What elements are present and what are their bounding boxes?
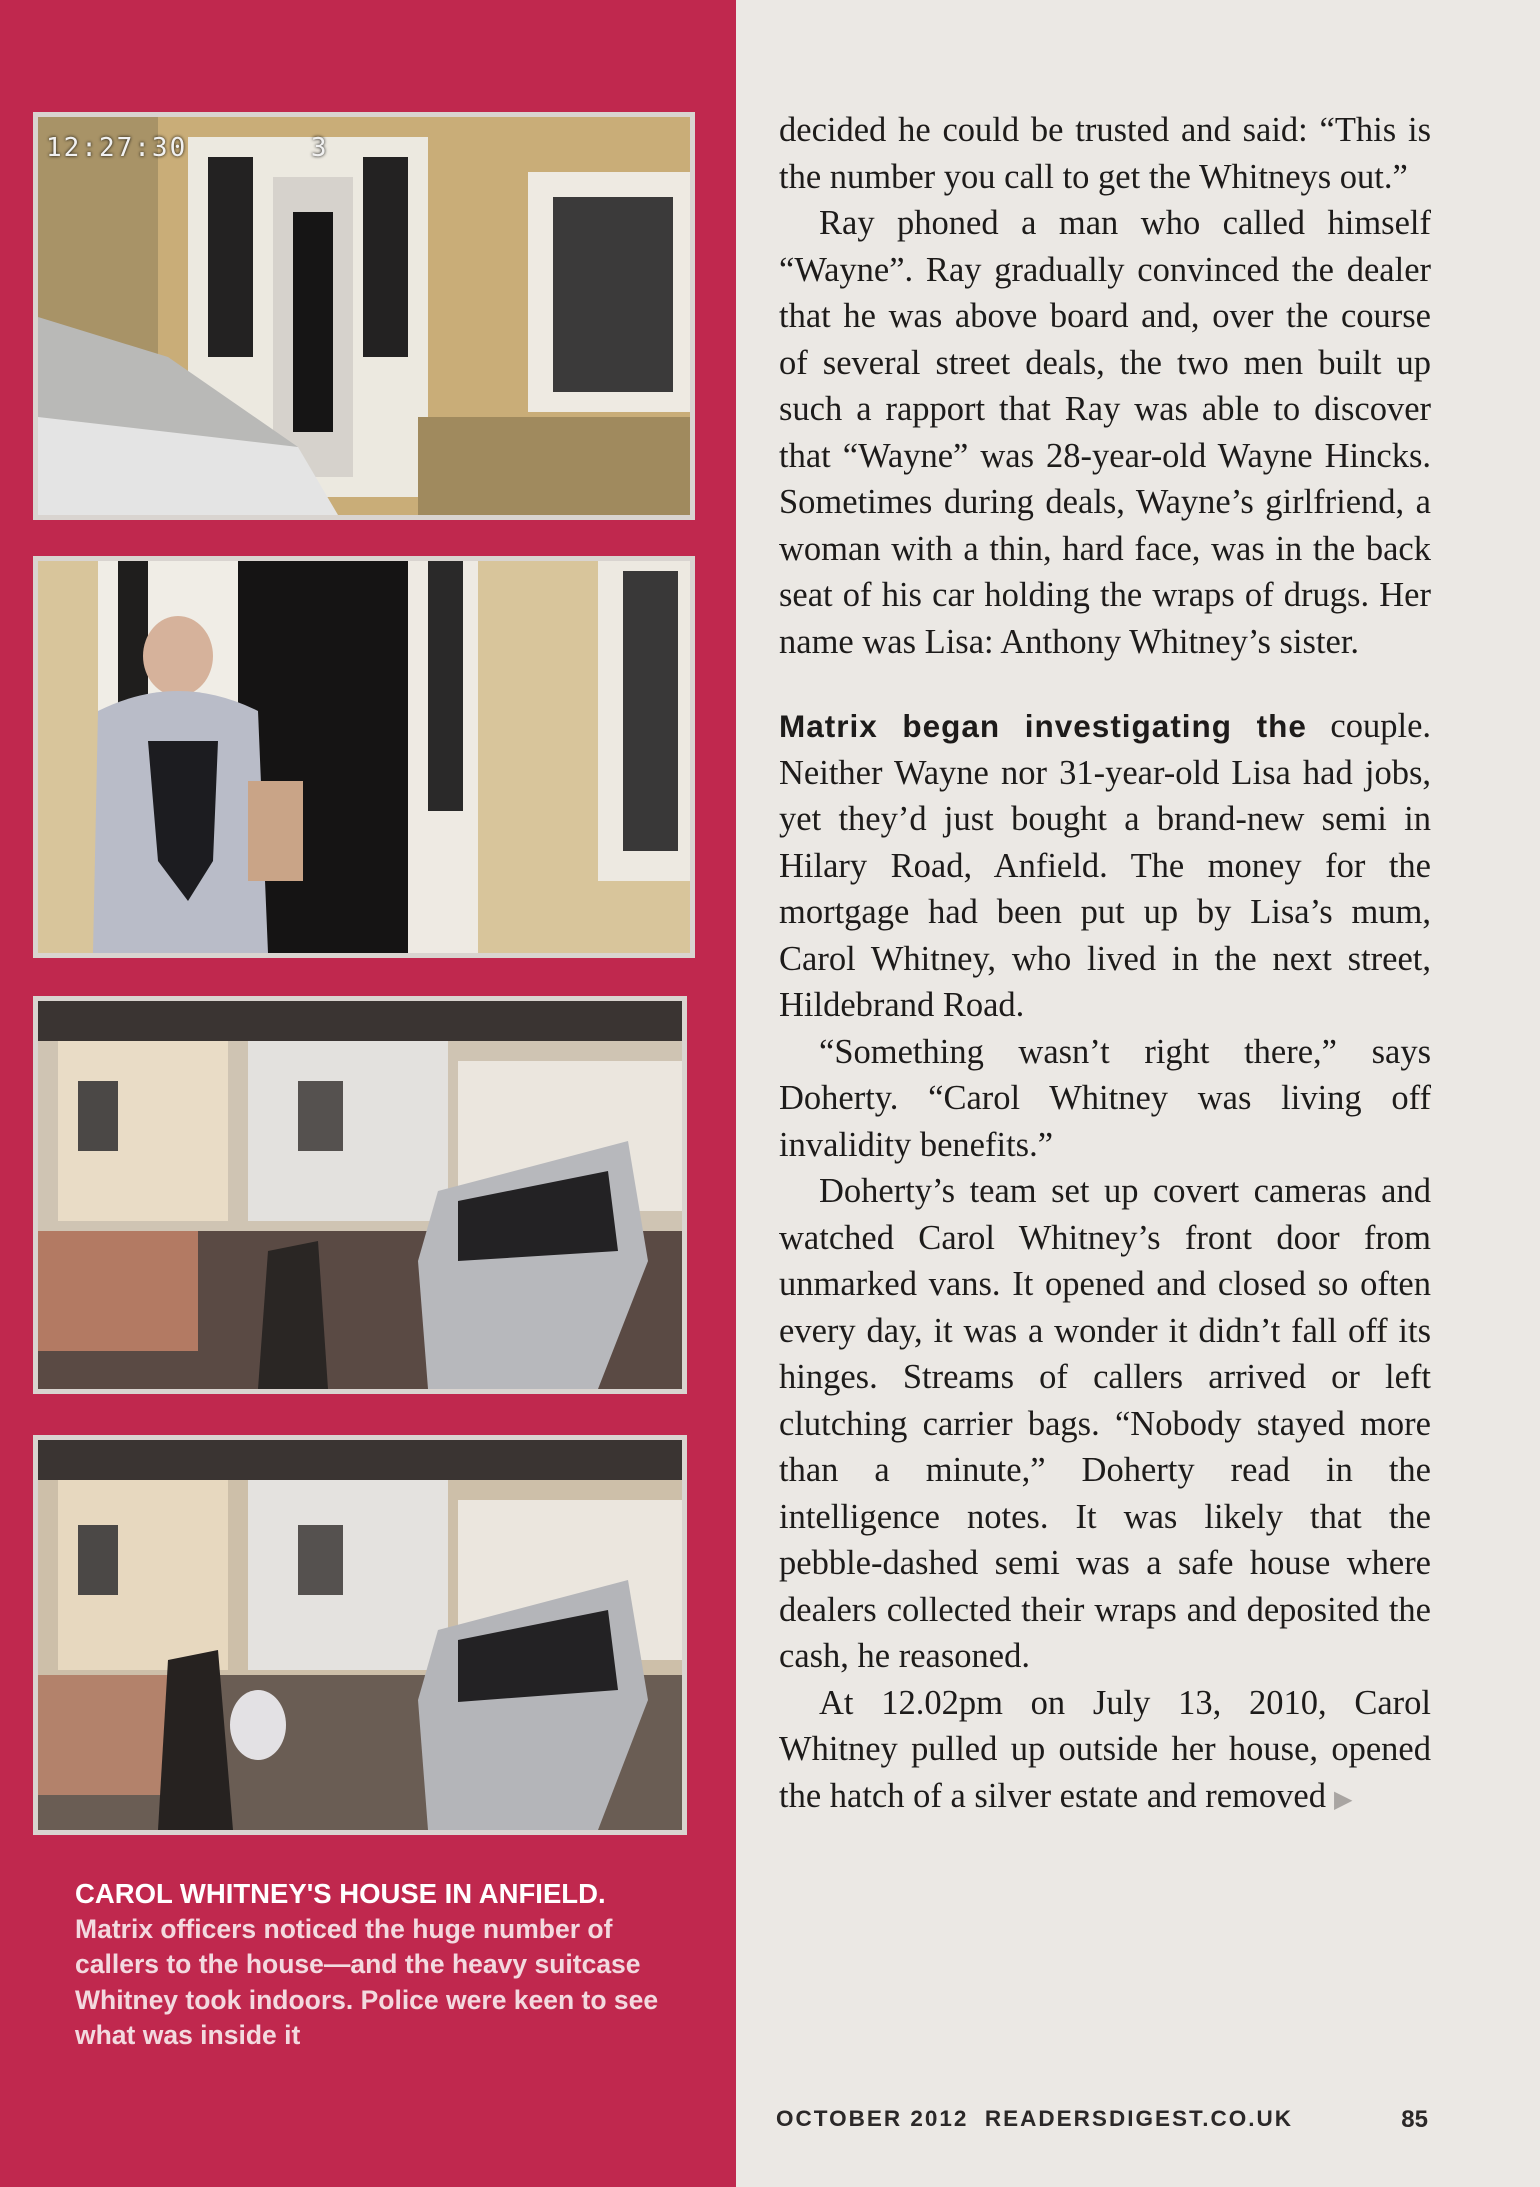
cctv-photo-street-car xyxy=(33,996,687,1394)
article-body xyxy=(779,107,1431,1823)
caption-body: Matrix officers noticed the huge number of callers to the house—and the heavy suitcase Whitney took indoors. Police were keen to see what was inside it xyxy=(75,1913,659,2050)
article-paragraph: Doherty’s team set up covert cameras and watched Carol Whitney’s front door from unmarked vans. It opened and closed so often every day, it was a wonder it didn’t fall off its hinges. Streams of callers arrived or left clutching carrier bags. “Nobody stayed more than a minute,” Doherty read in the intelligence notes. It was likely that the pebble-dashed semi was a safe house where dealers collected their wraps and deposited the cash, he reasoned. xyxy=(779,1172,1431,1675)
caption-lead: CAROL WHITNEY'S HOUSE IN ANFIELD. xyxy=(75,1878,606,1909)
cctv-photo-street-caller xyxy=(33,1435,687,1835)
cctv-photo-front-door xyxy=(33,112,695,520)
article-paragraph xyxy=(779,1680,1431,1824)
photo-caption xyxy=(75,1876,695,2054)
cctv-timestamp: 12:27:30 3 xyxy=(46,133,329,163)
section-run-in-heading: Matrix began investigating the xyxy=(779,708,1307,744)
article-paragraph-text: couple. Neither Wayne nor 31-year-old Lisa had jobs, yet they’d just bought a brand-new semi in Hilary Road, Anfield. The money for the mortgage had been put up by Lisa’s mum, Carol Whitney, who lived in the next street, Hildebrand Road. xyxy=(779,707,1432,1024)
page-footer xyxy=(776,2106,1428,2134)
article-paragraph: “Something wasn’t right there,” says Doherty. “Carol Whitney was living off invalidity benefits.” xyxy=(779,1032,1431,1164)
cctv-photo-caller-at-door xyxy=(33,556,695,958)
article-paragraph: decided he could be trusted and said: “This is the number you call to get the Whitneys out.” xyxy=(779,111,1431,196)
page-number: 85 xyxy=(1401,2106,1428,2133)
continue-arrow-icon: ▶ xyxy=(1333,1786,1353,1813)
article-paragraph-text: At 12.02pm on July 13, 2010, Carol Whitney pulled up outside her house, opened the hatch of a silver estate and removed xyxy=(779,1683,1431,1815)
footer-issue: OCTOBER 2012 xyxy=(776,2106,969,2131)
article-paragraph: Ray phoned a man who called himself “Wayne”. Ray gradually convinced the dealer that he was above board and, over the course of several street deals, the two men built up such a rapport that Ray was able to discover that “Wayne” was 28-year-old Wayne Hincks. Sometimes during deals, Wayne’s girlfriend, a woman with a thin, hard face, was in the back seat of his car holding the wraps of drugs. Her name was Lisa: Anthony Whitney’s sister. xyxy=(779,204,1431,661)
article-paragraph xyxy=(779,703,1431,1029)
footer-site: READERSDIGEST.CO.UK xyxy=(984,2106,1293,2131)
